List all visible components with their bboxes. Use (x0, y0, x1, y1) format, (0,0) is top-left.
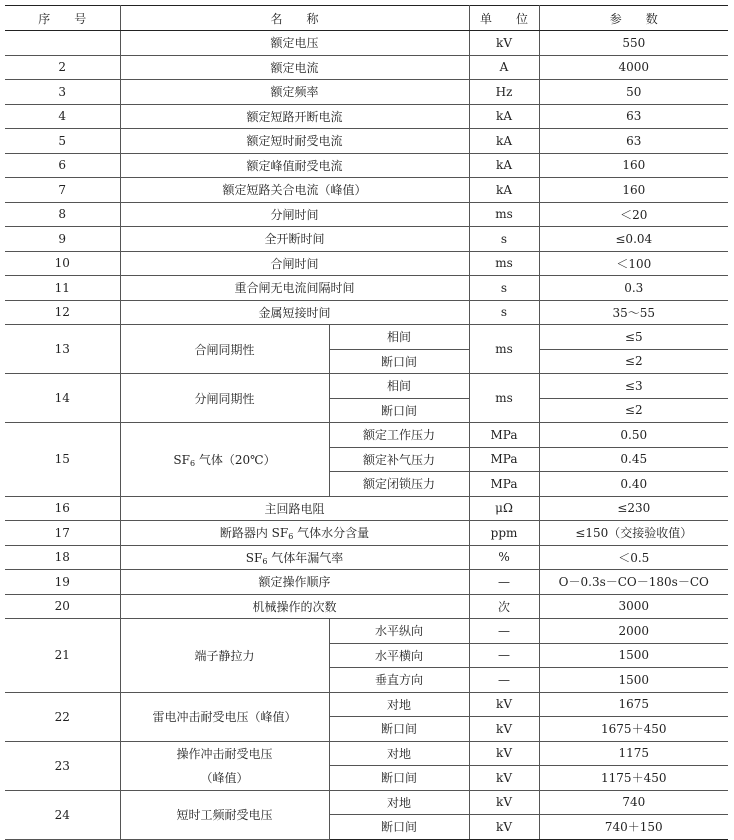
name-line-2: （峰值） (200, 770, 249, 785)
row-unit: — (469, 643, 539, 668)
row-no: 18 (5, 545, 120, 570)
row-no: 2 (5, 55, 120, 80)
row-name: 主回路电阻 (120, 496, 469, 521)
table-row (5, 202, 728, 227)
table-row (5, 129, 728, 154)
row-no: 20 (5, 594, 120, 619)
row-value: 0.50 (539, 423, 728, 448)
row-no: 7 (5, 178, 120, 203)
row-no (5, 31, 120, 56)
row-unit: kV (469, 31, 539, 56)
row-no: 12 (5, 300, 120, 325)
row-value: ＜0.5 (539, 545, 728, 570)
row-value: 740＋150 (539, 815, 728, 840)
row-name: 额定短路关合电流（峰值） (120, 178, 469, 203)
name-subscript: 6 (262, 556, 268, 566)
row-name (120, 741, 329, 790)
row-name: 额定短路开断电流 (120, 104, 469, 129)
table-row (5, 325, 728, 350)
row-name: 额定峰值耐受电流 (120, 153, 469, 178)
row-unit: — (469, 570, 539, 595)
row-value: O－0.3s－CO－180s－CO (539, 570, 728, 595)
row-unit: ppm (469, 521, 539, 546)
row-subname: 断口间 (329, 349, 469, 374)
row-no: 22 (5, 692, 120, 741)
table-row (5, 31, 728, 56)
row-unit: kA (469, 178, 539, 203)
name-subscript: 6 (288, 532, 294, 542)
row-value: ≤2 (539, 349, 728, 374)
row-subname: 断口间 (329, 815, 469, 840)
row-unit: 次 (469, 594, 539, 619)
table-row (5, 692, 728, 717)
row-subname: 对地 (329, 741, 469, 766)
table-row (5, 619, 728, 644)
row-value: 50 (539, 80, 728, 105)
row-name: 短时工频耐受电压 (120, 790, 329, 839)
row-no: 19 (5, 570, 120, 595)
row-value: 1500 (539, 643, 728, 668)
table-row (5, 153, 728, 178)
row-subname: 对地 (329, 692, 469, 717)
row-value: 2000 (539, 619, 728, 644)
name-line-1: 操作冲击耐受电压 (176, 746, 273, 761)
row-value: ≤230 (539, 496, 728, 521)
row-unit: kA (469, 153, 539, 178)
row-subname: 相间 (329, 325, 469, 350)
row-name: 雷电冲击耐受电压（峰值） (120, 692, 329, 741)
row-subname: 额定闭锁压力 (329, 472, 469, 497)
row-value: 3000 (539, 594, 728, 619)
row-value: 1175 (539, 741, 728, 766)
row-value: 160 (539, 178, 728, 203)
row-unit: Hz (469, 80, 539, 105)
row-subname: 水平纵向 (329, 619, 469, 644)
header-row (5, 6, 728, 31)
row-unit: kV (469, 692, 539, 717)
header-unit: 单 位 (469, 6, 539, 31)
row-value: 160 (539, 153, 728, 178)
row-no: 17 (5, 521, 120, 546)
row-unit: ms (469, 251, 539, 276)
row-no: 14 (5, 374, 120, 423)
table-row (5, 178, 728, 203)
row-no: 24 (5, 790, 120, 839)
row-subname: 额定补气压力 (329, 447, 469, 472)
row-value: 63 (539, 129, 728, 154)
row-unit: kV (469, 717, 539, 742)
row-name (120, 545, 469, 570)
table-row (5, 276, 728, 301)
row-no: 15 (5, 423, 120, 497)
row-value: 1675 (539, 692, 728, 717)
row-unit: s (469, 300, 539, 325)
table-row (5, 545, 728, 570)
row-name: 合闸时间 (120, 251, 469, 276)
name-subscript: 6 (189, 458, 196, 468)
row-value: 0.45 (539, 447, 728, 472)
row-unit: s (469, 227, 539, 252)
table-row (5, 423, 728, 448)
row-unit: — (469, 619, 539, 644)
table-row (5, 251, 728, 276)
row-name: 金属短接时间 (120, 300, 469, 325)
row-value: 1500 (539, 668, 728, 693)
table-row (5, 300, 728, 325)
table-row (5, 570, 728, 595)
row-name: 额定短时耐受电流 (120, 129, 469, 154)
table-row (5, 521, 728, 546)
row-name: 额定电流 (120, 55, 469, 80)
name-pre: SF (173, 452, 190, 467)
row-unit: kV (469, 815, 539, 840)
row-no: 9 (5, 227, 120, 252)
row-value: 1175＋450 (539, 766, 728, 791)
row-name: 全开断时间 (120, 227, 469, 252)
name-post: 气体水分含量 (293, 526, 370, 541)
row-no: 21 (5, 619, 120, 693)
row-subname: 对地 (329, 790, 469, 815)
row-name: 分闸同期性 (120, 374, 329, 423)
table-row (5, 594, 728, 619)
row-unit: kA (469, 104, 539, 129)
row-value: ≤2 (539, 398, 728, 423)
row-no: 13 (5, 325, 120, 374)
row-name: 额定电压 (120, 31, 469, 56)
row-value: 0.40 (539, 472, 728, 497)
row-unit: MPa (469, 423, 539, 448)
row-subname: 断口间 (329, 766, 469, 791)
row-unit: MPa (469, 472, 539, 497)
row-unit: — (469, 668, 539, 693)
row-unit: A (469, 55, 539, 80)
row-name: 分闸时间 (120, 202, 469, 227)
row-unit: % (469, 545, 539, 570)
row-value: 0.3 (539, 276, 728, 301)
table-row (5, 80, 728, 105)
table-row (5, 104, 728, 129)
header-name: 名 称 (120, 6, 469, 31)
row-no: 8 (5, 202, 120, 227)
name-post: 气体年漏气率 (267, 550, 344, 565)
header-value: 参 数 (539, 6, 728, 31)
row-no: 11 (5, 276, 120, 301)
row-unit: MPa (469, 447, 539, 472)
row-unit: ms (469, 325, 539, 374)
row-subname: 垂直方向 (329, 668, 469, 693)
row-unit: kV (469, 790, 539, 815)
row-unit: kA (469, 129, 539, 154)
row-no: 3 (5, 80, 120, 105)
table-row (5, 374, 728, 399)
row-name: 额定操作顺序 (120, 570, 469, 595)
table-row (5, 741, 728, 766)
row-value: 550 (539, 31, 728, 56)
row-no: 4 (5, 104, 120, 129)
row-name: 重合闸无电流间隔时间 (120, 276, 469, 301)
row-subname: 相间 (329, 374, 469, 399)
row-unit: kV (469, 766, 539, 791)
row-value: ≤3 (539, 374, 728, 399)
row-no: 23 (5, 741, 120, 790)
row-value: 1675＋450 (539, 717, 728, 742)
row-no: 16 (5, 496, 120, 521)
row-unit: kV (469, 741, 539, 766)
name-pre: SF (245, 550, 263, 565)
row-unit: μΩ (469, 496, 539, 521)
row-subname: 水平横向 (329, 643, 469, 668)
row-name: 合闸同期性 (120, 325, 329, 374)
row-subname: 断口间 (329, 717, 469, 742)
name-pre: 断路器内 SF (219, 526, 289, 541)
row-value: ≤5 (539, 325, 728, 350)
table-row (5, 790, 728, 815)
row-unit: ms (469, 374, 539, 423)
table-row (5, 496, 728, 521)
row-unit: s (469, 276, 539, 301)
row-value: 35～55 (539, 300, 728, 325)
table-row (5, 55, 728, 80)
row-name: 额定频率 (120, 80, 469, 105)
row-unit: ms (469, 202, 539, 227)
row-value: ＜20 (539, 202, 728, 227)
row-no: 10 (5, 251, 120, 276)
header-no: 序 号 (5, 6, 120, 31)
row-value: 63 (539, 104, 728, 129)
table-row (5, 227, 728, 252)
parameter-table (5, 5, 728, 840)
row-value: ＜100 (539, 251, 728, 276)
name-post: 气体（20℃） (195, 452, 276, 467)
row-name (120, 423, 329, 497)
row-value: 4000 (539, 55, 728, 80)
row-name: 端子静拉力 (120, 619, 329, 693)
row-no: 6 (5, 153, 120, 178)
row-value: ≤0.04 (539, 227, 728, 252)
row-name: 机械操作的次数 (120, 594, 469, 619)
row-name (120, 521, 469, 546)
row-subname: 额定工作压力 (329, 423, 469, 448)
row-subname: 断口间 (329, 398, 469, 423)
row-value: 740 (539, 790, 728, 815)
row-value: ≤150（交接验收值） (539, 521, 728, 546)
row-no: 5 (5, 129, 120, 154)
